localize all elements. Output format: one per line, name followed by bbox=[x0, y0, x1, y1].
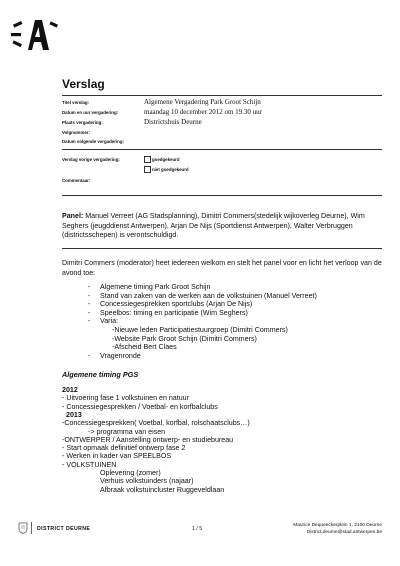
footer-email: District.deurne@stad.antwerpen.be bbox=[306, 530, 382, 535]
option-not-approved: niet goedgekeurd bbox=[152, 167, 189, 172]
timing-line: 2013 bbox=[66, 410, 82, 419]
timing-line: -ONTWERPER / Aanstelling ontwerp- en studiebureau bbox=[62, 435, 234, 444]
footer-address: Maurice Dequeeckerplein 1, 2100 Deurne bbox=[293, 523, 382, 528]
timing-line: -> programma van eisen bbox=[88, 427, 166, 436]
timing-line: -Concessiegesprekken( Voetbal, korfbal, rolschaatsclubs…) bbox=[62, 419, 250, 428]
agenda-item bbox=[88, 308, 248, 317]
agenda-dash: - bbox=[88, 300, 91, 309]
agenda-item bbox=[88, 283, 211, 291]
page-number: 1 / 5 bbox=[192, 526, 203, 532]
agenda-item bbox=[112, 343, 177, 351]
timing-heading: Algemene timing PGS bbox=[62, 370, 139, 379]
timing-line: Oplevering (zomer) bbox=[100, 469, 161, 477]
agenda-dash: - bbox=[88, 317, 91, 326]
document-title: Verslag bbox=[62, 77, 105, 91]
agenda-item bbox=[88, 291, 317, 300]
footer-district-name: DISTRICT DEURNE bbox=[37, 526, 91, 532]
comments-label: Commentaar: bbox=[62, 178, 91, 183]
panel-text: Manuel Verreet (AG Stadsplanning), Dimitri Commers(stedelijk wijkoverleg Deurne), Wim Seghers (jeugddienst Antwerpen), Arjan De Nijs (Sportdienst Antwerpen), Walter Verbruggen (districtsschepen) is verontschuldigd. bbox=[62, 212, 365, 239]
meta-value-title: Algemene Vergadering Park Groot Schijn bbox=[144, 98, 261, 106]
agenda-item bbox=[112, 326, 288, 334]
timing-line: - VOLKSTUINEN bbox=[62, 460, 117, 469]
agenda-item-text: -Nieuwe leden Participatiestuurgroep (Dimitri Commers) bbox=[112, 326, 288, 334]
agenda-item bbox=[88, 300, 253, 309]
meta-label-date: Datum en uur vergadering: bbox=[62, 110, 119, 115]
timing-line: Verhuis volkstuinders (najaar) bbox=[100, 477, 194, 486]
agenda-item-text: Algemene timing Park Groot Schijn bbox=[100, 283, 211, 291]
approval-label: Verslag vorige vergadering: bbox=[62, 157, 120, 162]
agenda-item-text: -Website Park Groot Schijn (Dimitri Commers) bbox=[112, 334, 257, 343]
panel-paragraph bbox=[62, 212, 384, 241]
agenda-item-text: Concessiegesprekken sportclubs (Arjan De Nijs) bbox=[100, 300, 253, 309]
timing-line: - Uitvoering fase 1 volkstuinen en natuur bbox=[62, 394, 189, 403]
divider bbox=[62, 95, 382, 96]
agenda-item-text: Speelbos: timing en participatie (Wim Seghers) bbox=[100, 308, 248, 317]
panel-heading: Panel: bbox=[62, 212, 84, 220]
agenda-item bbox=[88, 317, 119, 326]
agenda-dash: - bbox=[88, 351, 91, 360]
meta-label-place: Plaats vergadering: bbox=[62, 120, 103, 125]
intro-paragraph: Dimitri Commers (moderator) heet iedereen welkom en stelt het panel voor en licht het verloop van de avond toe: bbox=[62, 259, 382, 277]
checkbox-not-approved[interactable] bbox=[144, 166, 151, 173]
timing-line: - Werken in kader van SPEELBOS bbox=[62, 452, 172, 461]
agenda-item-text: Stand van zaken van de werken aan de volkstuinen (Manuel Verreet) bbox=[100, 291, 317, 300]
timing-line: Afbraak volkstuincluster Ruggeveldlaan bbox=[100, 485, 225, 494]
meta-label-title: Titel verslag: bbox=[62, 100, 90, 105]
meta-value-place: Districtshuis Deurne bbox=[144, 118, 202, 126]
checkbox-approved[interactable] bbox=[144, 156, 151, 163]
meta-label-next-date: Datum volgende vergadering: bbox=[62, 139, 124, 144]
antwerpen-a-logo bbox=[10, 14, 60, 54]
divider bbox=[62, 195, 382, 196]
agenda-item bbox=[112, 335, 257, 343]
option-approved: goedgekeurd bbox=[152, 157, 180, 162]
meta-label-number: Volgnummer: bbox=[62, 130, 90, 135]
district-shield-icon bbox=[18, 522, 28, 534]
timing-line: 2012 bbox=[62, 386, 78, 394]
agenda-dash: - bbox=[88, 308, 91, 317]
timing-line: - Concessiegesprekken / Voetbal- en korfbalclubs bbox=[62, 402, 218, 411]
agenda-dash: - bbox=[88, 291, 91, 300]
divider bbox=[62, 248, 382, 249]
agenda-item-text: Vragenronde bbox=[100, 351, 141, 360]
footer-address-block bbox=[250, 522, 382, 536]
agenda-dash: - bbox=[88, 283, 91, 291]
agenda-item-text: Varia: bbox=[100, 317, 119, 326]
divider bbox=[62, 149, 382, 150]
agenda-item-text: -Afscheid Bert Claes bbox=[112, 343, 177, 352]
timing-line: - Start opmaak definitief ontwerp fase 2 bbox=[62, 444, 186, 453]
agenda-item bbox=[88, 351, 141, 360]
footer-divider bbox=[31, 522, 32, 534]
meta-value-date: maandag 10 december 2012 om 19.30 uur bbox=[144, 108, 262, 116]
